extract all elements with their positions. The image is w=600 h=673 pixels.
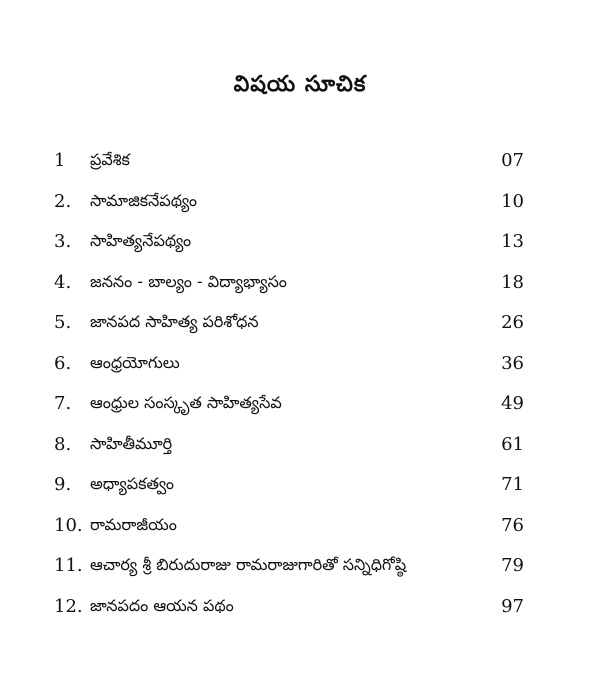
page-title: విషయ సూచిక xyxy=(233,72,367,97)
table-of-contents xyxy=(0,148,600,634)
entry-page-number: 10 xyxy=(501,190,524,212)
entry-page-number: 26 xyxy=(501,312,524,333)
toc-entry xyxy=(0,513,600,554)
toc-entry xyxy=(0,472,600,513)
entry-title: రామరాజీయం xyxy=(90,514,177,534)
entry-title: జానపద సాహిత్య పరిశోధన xyxy=(90,312,259,331)
toc-entry xyxy=(0,148,600,189)
entry-page-number: 36 xyxy=(501,352,524,374)
entry-title: సామాజికనేపథ్యం xyxy=(90,190,197,210)
entry-title: జానపదం ఆయన పథం xyxy=(90,595,234,615)
toc-entry xyxy=(0,310,600,351)
toc-entry xyxy=(0,594,600,635)
entry-number: 5. xyxy=(54,312,72,333)
entry-page-number: 49 xyxy=(501,393,524,414)
toc-entry xyxy=(0,229,600,270)
entry-page-number: 13 xyxy=(501,231,524,252)
entry-title: జననం - బాల్యం - విద్యాభ్యాసం xyxy=(90,271,287,291)
entry-number: 11. xyxy=(54,555,83,576)
toc-entry xyxy=(0,351,600,392)
entry-page-number: 97 xyxy=(501,595,524,617)
toc-entry xyxy=(0,553,600,594)
toc-entry xyxy=(0,391,600,432)
entry-title: అధ్యాపకత్వం xyxy=(90,474,174,493)
entry-number: 9. xyxy=(54,474,72,495)
entry-number: 7. xyxy=(54,393,72,414)
entry-page-number: 07 xyxy=(501,150,524,171)
toc-entry xyxy=(0,189,600,230)
entry-number: 8. xyxy=(54,433,72,455)
entry-title: సాహితీమూర్తి xyxy=(90,433,173,453)
toc-entry xyxy=(0,270,600,311)
entry-number: 1 xyxy=(54,150,66,171)
entry-title: ఆంధ్రయోగులు xyxy=(90,352,180,372)
entry-page-number: 71 xyxy=(501,474,524,495)
entry-title: ప్రవేశిక xyxy=(90,150,130,169)
entry-number: 2. xyxy=(54,190,72,212)
toc-entry xyxy=(0,432,600,473)
entry-number: 3. xyxy=(54,231,72,252)
entry-page-number: 18 xyxy=(501,271,524,293)
entry-number: 12. xyxy=(54,595,83,617)
entry-number: 6. xyxy=(54,352,72,374)
entry-page-number: 61 xyxy=(501,433,524,455)
entry-title: సాహిత్యనేపథ్యం xyxy=(90,231,192,250)
entry-title: ఆచార్య శ్రీ బిరుదురాజు రామరాజుగారితో సన్నిధిగోష్ఠి xyxy=(90,555,407,574)
entry-number: 10. xyxy=(54,514,83,536)
entry-page-number: 79 xyxy=(501,555,524,576)
entry-title: ఆంధ్రుల సంస్కృత సాహిత్యసేవ xyxy=(90,393,282,412)
entry-page-number: 76 xyxy=(501,514,524,536)
entry-number: 4. xyxy=(54,271,72,293)
